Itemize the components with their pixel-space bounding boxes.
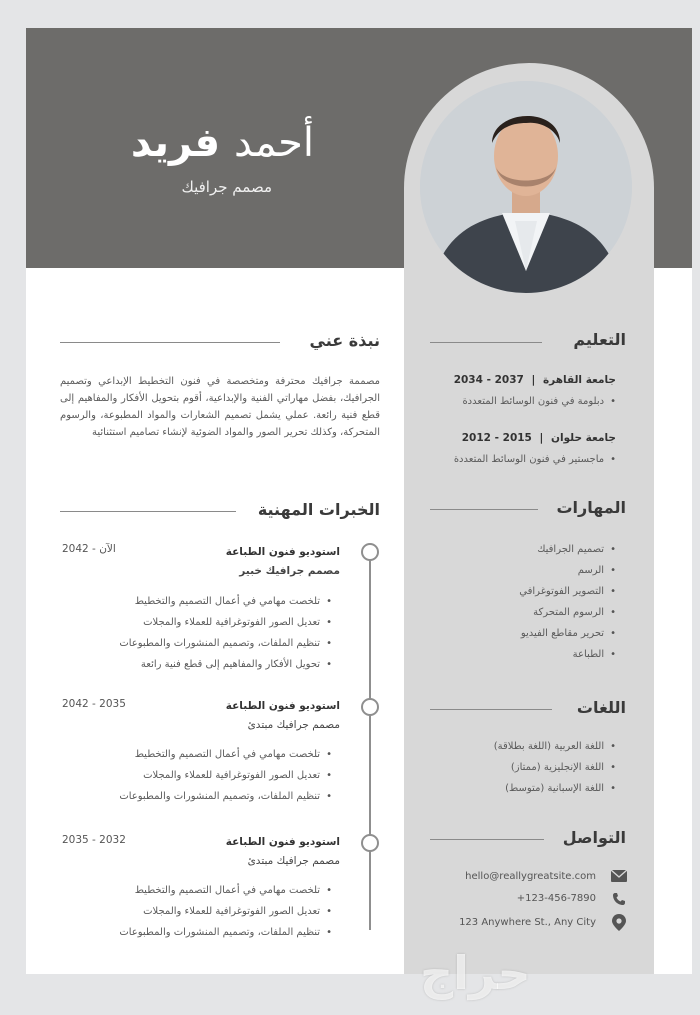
exp-1-role: مصمم جرافيك خبير xyxy=(239,565,340,577)
edu-2-school: جامعة حلوان xyxy=(551,432,616,444)
list-item: • دبلومة في فنون الوسائط المتعددة xyxy=(462,391,616,412)
contact-title: التواصل xyxy=(562,828,626,847)
exp-1-header xyxy=(226,546,340,577)
about-title: نبذة عني xyxy=(309,331,380,350)
contact-address[interactable]: 123 Anywhere St., Any City xyxy=(459,917,596,928)
languages-title: اللغات xyxy=(576,698,626,717)
list-item: • الطباعة xyxy=(519,644,616,665)
edu-1-school: جامعة القاهرة xyxy=(542,374,616,386)
timeline-dot-2 xyxy=(361,698,379,716)
timeline-line xyxy=(369,550,371,930)
list-item: • تنظيم الملفات، وتصميم المنشورات والمطبوعات xyxy=(119,922,332,943)
resume-page xyxy=(26,28,692,974)
list-item: • تعديل الصور الفوتوغرافية للعملاء والمجلات xyxy=(119,901,332,922)
list-item: • اللغة الإسبانية (متوسط) xyxy=(494,778,616,799)
list-item: • تنظيم الملفات، وتصميم المنشورات والمطبوعات xyxy=(119,633,332,654)
exp-3-header xyxy=(226,836,340,867)
about-rule xyxy=(60,342,280,343)
exp-3-company: استوديو فنون الطباعة xyxy=(225,836,340,848)
languages-list xyxy=(494,736,616,799)
list-item: • تلخصت مهامي في أعمال التصميم والتخطيط xyxy=(119,591,332,612)
edu-1-heading: جامعة القاهرة | 2037 - 2034 xyxy=(453,374,616,386)
watermark-logo: حراج xyxy=(420,946,531,1000)
experience-title: الخبرات المهنية xyxy=(257,500,380,519)
envelope-icon xyxy=(611,870,627,886)
exp-3-bullets xyxy=(119,880,332,943)
experience-rule xyxy=(60,511,236,512)
skills-rule xyxy=(430,509,538,510)
job-title: مصمم جرافيك xyxy=(181,178,272,196)
list-item: • الرسم xyxy=(519,560,616,581)
exp-1-dates: 2042 - الآن xyxy=(62,543,116,555)
languages-rule xyxy=(430,709,552,710)
edu-1-years: 2037 - 2034 xyxy=(453,374,524,386)
list-item: • تعديل الصور الفوتوغرافية للعملاء والمجلات xyxy=(119,612,332,633)
exp-2-header xyxy=(226,700,340,731)
exp-1-company: استوديو فنون الطباعة xyxy=(225,546,340,558)
list-item: • تعديل الصور الفوتوغرافية للعملاء والمجلات xyxy=(119,765,332,786)
first-name: أحمد xyxy=(234,120,314,166)
list-item: • تلخصت مهامي في أعمال التصميم والتخطيط xyxy=(119,744,332,765)
profile-photo xyxy=(420,81,632,293)
edu-2-degree-list xyxy=(454,449,616,470)
edu-2-heading: جامعة حلوان | 2015 - 2012 xyxy=(461,432,616,444)
last-name: فريد xyxy=(130,120,221,166)
exp-2-dates: 2042 - 2035 xyxy=(62,698,126,710)
education-rule xyxy=(430,342,542,343)
exp-1-bullets xyxy=(119,591,332,675)
list-item: • تحرير مقاطع الفيديو xyxy=(519,623,616,644)
exp-2-company: استوديو فنون الطباعة xyxy=(225,700,340,712)
list-item: • التصوير الفوتوغرافي xyxy=(519,581,616,602)
contact-rule xyxy=(430,839,544,840)
about-text: مصممة جرافيك محترفة ومتخصصة في فنون التخطيط الإبداعي وتصميم الجرافيك، بفضل مهاراتي الفنية والإبداعية، أقوم بتحويل الأفكار والمفاهيم إلى قطع فنية رائعة. عملي يشمل تصميم الشعارات والمواد المطبوعة، والرسوم المتحركة، وكذلك تحرير الصور والمواد الضوئية لإنشاء تصاميم استثنائية xyxy=(60,376,380,438)
list-item: • الرسوم المتحركة xyxy=(519,602,616,623)
contact-phone[interactable]: +123-456-7890 xyxy=(516,893,596,904)
list-item: • تحويل الأفكار والمفاهيم إلى قطع فنية رائعة xyxy=(119,654,332,675)
exp-3-role: مصمم جرافيك مبتدئ xyxy=(247,855,340,867)
edu-1-degree-list xyxy=(462,391,616,412)
candidate-name xyxy=(131,120,314,166)
person-portrait-icon xyxy=(420,81,632,293)
skills-title: المهارات xyxy=(556,498,626,517)
list-item: • اللغة العربية (اللغة بطلاقة) xyxy=(494,736,616,757)
contact-email[interactable]: hello@reallygreatsite.com xyxy=(465,871,596,882)
list-item: • تلخصت مهامي في أعمال التصميم والتخطيط xyxy=(119,880,332,901)
exp-2-bullets xyxy=(119,744,332,807)
list-item: • تنظيم الملفات، وتصميم المنشورات والمطبوعات xyxy=(119,786,332,807)
education-title: التعليم xyxy=(573,330,626,349)
skills-list xyxy=(519,539,616,665)
exp-3-dates: 2035 - 2032 xyxy=(62,834,126,846)
edu-2-years: 2015 - 2012 xyxy=(461,432,532,444)
list-item: • اللغة الإنجليزية (ممتاز) xyxy=(494,757,616,778)
phone-icon xyxy=(612,892,626,910)
list-item: • ماجستير في فنون الوسائط المتعددة xyxy=(454,449,616,470)
location-pin-icon xyxy=(612,914,626,935)
list-item: • تصميم الجرافيك xyxy=(519,539,616,560)
exp-2-role: مصمم جرافيك مبتدئ xyxy=(247,719,340,731)
timeline-dot-3 xyxy=(361,834,379,852)
timeline-dot-1 xyxy=(361,543,379,561)
